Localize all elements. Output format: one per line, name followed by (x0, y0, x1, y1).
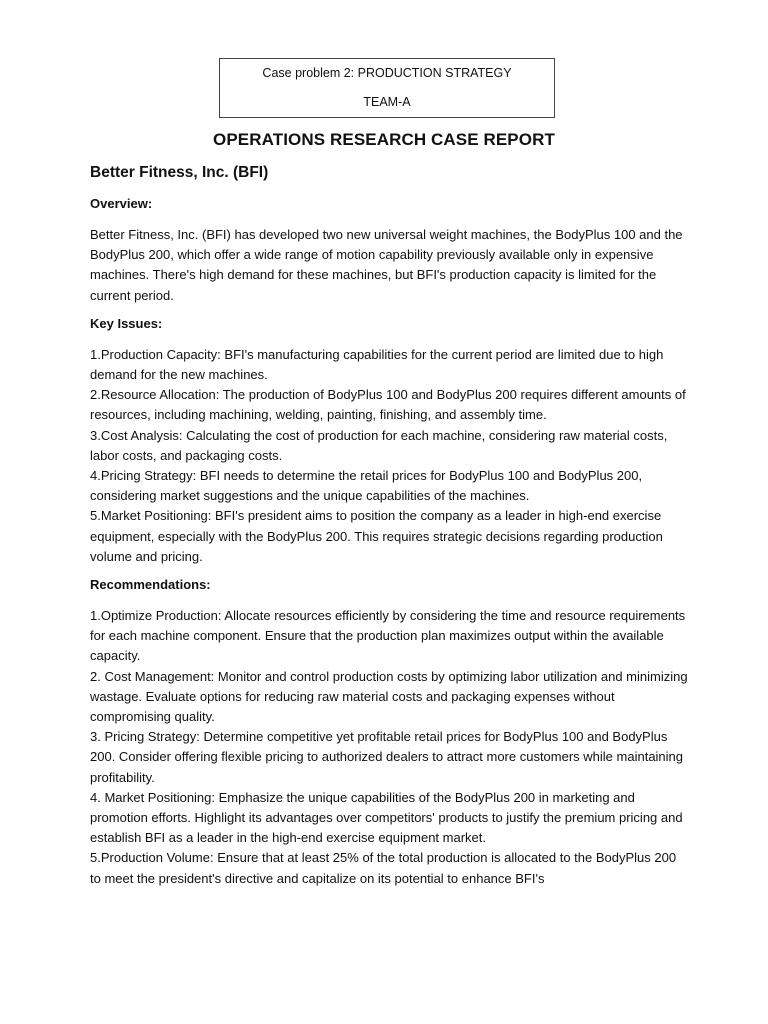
list-item: 1.Production Capacity: BFI's manufacturing capabilities for the current period are limited due to high demand for the new machines. (90, 346, 664, 383)
list-item: 5.Market Positioning: BFI's president aims to position the company as a leader in high-end exercise equipment, especially with the BodyPlus 200. This requires strategic decisions regarding production volume and pricing. (90, 508, 663, 564)
list-item: 2.Resource Allocation: The production of BodyPlus 100 and BodyPlus 200 requires different amounts of resources, including machining, welding, painting, finishing, and assembly time. (90, 387, 686, 423)
list-item: 2. Cost Management: Monitor and control production costs by optimizing labor utilization and minimizing wastage. Evaluate options for reducing raw material costs and packaging expenses without compromising quality. (90, 668, 688, 725)
report-body (90, 164, 690, 899)
recommendations-list (90, 606, 690, 889)
case-problem-label: Case problem 2: PRODUCTION STRATEGY (262, 66, 512, 80)
recommendations-heading: Recommendations: (90, 577, 211, 593)
overview-paragraph: Better Fitness, Inc. (BFI) has developed two new universal weight machines, the BodyPlus 100 and the BodyPlus 200, which offer a wide range of motion capability previously available only in expensive machines. There's high demand for these machines, but BFI's production capacity is limited for the current period. (90, 227, 683, 303)
list-item: 1.Optimize Production: Allocate resources efficiently by considering the time and resource requirements for each machine component. Ensure that the production plan maximizes output within the available capacity. (90, 608, 686, 664)
key-issues-heading: Key Issues: (90, 315, 163, 331)
list-item: 3. Pricing Strategy: Determine competitive yet profitable retail prices for BodyPlus 100 and BodyPlus 200. Consider offering flexible pricing to authorized dealers to attract more customers while maintaining profitability. (90, 729, 684, 785)
key-issues-list (90, 345, 690, 567)
company-heading: Better Fitness, Inc. (BFI) (90, 164, 269, 181)
report-title: OPERATIONS RESEARCH CASE REPORT (213, 130, 555, 149)
case-header-box (219, 58, 555, 118)
list-item: 4.Pricing Strategy: BFI needs to determine the retail prices for BodyPlus 100 and BodyPlus 200, considering market suggestions and the unique capabilities of the machines. (90, 468, 643, 504)
overview-heading: Overview: (90, 196, 153, 211)
list-item: 4. Market Positioning: Emphasize the unique capabilities of the BodyPlus 200 in marketing and promotion efforts. Highlight its advantages over competitors' products to justify the premium pricing and establish BFI as a leader in the high-end exercise equipment market. (90, 789, 683, 846)
list-item: 3.Cost Analysis: Calculating the cost of production for each machine, considering raw material costs, labor costs, and packaging costs. (90, 427, 668, 463)
team-label: TEAM-A (363, 95, 411, 109)
list-item: 5.Production Volume: Ensure that at least 25% of the total production is allocated to the BodyPlus 200 to meet the president's directive and capitalize on its potential to enhance BFI's (90, 850, 677, 886)
